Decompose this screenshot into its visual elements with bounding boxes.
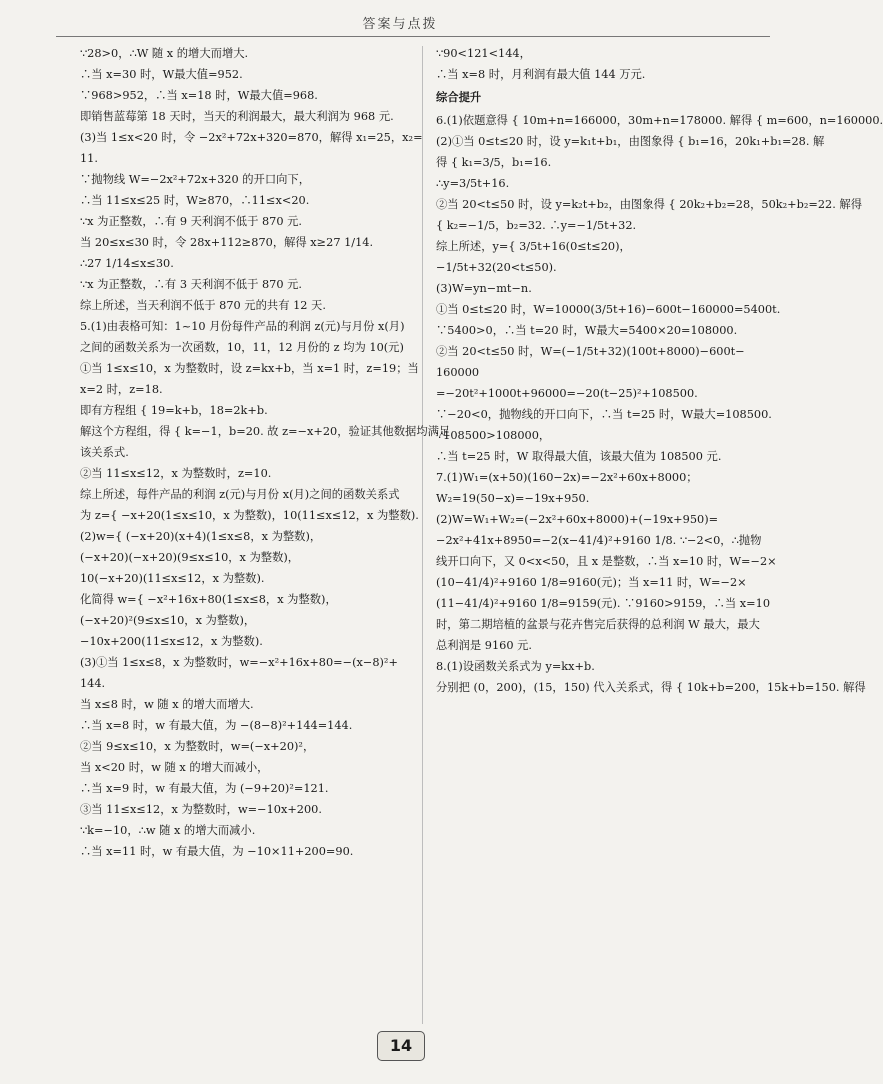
text-line: ∵−20<0，抛物线的开口向下，∴当 t=25 时，W最大=108500. xyxy=(436,408,772,421)
right-column xyxy=(436,46,883,1024)
text-line: (10−41/4)²+9160 1/8=9160(元)；当 x=11 时，W=−2× xyxy=(436,576,747,589)
text-line: (2)w={ (−x+20)(x+4)(1≤x≤8，x 为整数)， xyxy=(80,530,322,543)
text-line: 综上所述，当天利润不低于 870 元的共有 12 天. xyxy=(80,299,326,312)
text-line: ∵5400>0，∴当 t=20 时，W最大=5400×20=108000. xyxy=(436,324,738,337)
text-line: −1/5t+32(20<t≤50). xyxy=(436,261,557,274)
page-header xyxy=(0,0,800,40)
column-divider xyxy=(422,46,423,1024)
text-line: 11. xyxy=(80,152,98,165)
text-line: ②当 20<t≤50 时，W=(−1/5t+32)(100t+8000)−600t− xyxy=(436,345,745,358)
text-line: ∴当 t=25 时，W 取得最大值，该最大值为 108500 元. xyxy=(436,450,722,463)
text-line: ①当 0≤t≤20 时，W=10000(3/5t+16)−600t−160000=5400t. xyxy=(436,303,781,316)
text-line: =−20t²+1000t+96000=−20(t−25)²+108500. xyxy=(436,387,698,400)
text-line: ∵x 为正整数，∴有 9 天利润不低于 870 元. xyxy=(80,215,303,228)
page-number: 14 xyxy=(377,1031,425,1061)
header-title: 答案与点拨 xyxy=(362,17,438,32)
left-column xyxy=(80,46,451,1024)
text-line: ∴当 x=9 时，w 有最大值，为 (−9+20)²=121. xyxy=(80,782,329,795)
text-line: 综上所述，y={ 3/5t+16(0≤t≤20)， xyxy=(436,240,631,253)
text-line: ∴y=3/5t+16. xyxy=(436,177,510,190)
text-line: { k₂=−1/5，b₂=32. ∴y=−1/5t+32. xyxy=(436,219,637,232)
text-line: W₂=19(50−x)=−19x+950. xyxy=(436,492,590,505)
text-line: ∴当 x=11 时，w 有最大值，为 −10×11+200=90. xyxy=(80,845,354,858)
text-line: (−x+20)(−x+20)(9≤x≤10，x 为整数)， xyxy=(80,551,300,564)
text-line: 总利润是 9160 元. xyxy=(436,639,533,652)
text-line: ∵x 为正整数，∴有 3 天利润不低于 870 元. xyxy=(80,278,303,291)
text-line: 解这个方程组，得 { k=−1，b=20. 故 z=−x+20，验证其他数据均满足 xyxy=(80,425,451,438)
text-line: −2x²+41x+8950=−2(x−41/4)²+9160 1/8. ∵−2<0，∴抛物 xyxy=(436,534,762,547)
text-line: ∵108500>108000， xyxy=(436,429,551,442)
text-line: ②当 9≤x≤10，x 为整数时，w=(−x+20)²， xyxy=(80,740,315,753)
text-line: 为 z={ −x+20(1≤x≤10，x 为整数)，10(11≤x≤12，x 为整数). xyxy=(80,509,419,522)
text-line: ∵90<121<144， xyxy=(436,47,531,60)
text-line: ∵抛物线 W=−2x²+72x+320 的开口向下， xyxy=(80,173,311,186)
text-line: 7.(1)W₁=(x+50)(160−2x)=−2x²+60x+8000； xyxy=(436,471,698,484)
text-line: 时，第二期培植的盆景与花卉售完后获得的总利润 W 最大，最大 xyxy=(436,618,760,631)
text-line: x=2 时，z=18. xyxy=(80,383,163,396)
text-line: 得 { k₁=3/5，b₁=16. xyxy=(436,156,552,169)
section-heading: 综合提升 xyxy=(436,91,482,104)
text-line: ∴当 x=8 时，月利润有最大值 144 万元. xyxy=(436,68,646,81)
text-line: 线开口向下，又 0<x<50，且 x 是整数，∴当 x=10 时，W=−2× xyxy=(436,555,777,568)
text-line: 即有方程组 { 19=k+b，18=2k+b. xyxy=(80,404,268,417)
text-line: ②当 11≤x≤12，x 为整数时，z=10. xyxy=(80,467,272,480)
text-line: ①当 1≤x≤10，x 为整数时，设 z=kx+b，当 x=1 时，z=19；当 xyxy=(80,362,419,375)
text-line: ③当 11≤x≤12，x 为整数时，w=−10x+200. xyxy=(80,803,322,816)
text-line: (3)①当 1≤x≤8，x 为整数时，w=−x²+16x+80=−(x−8)²+ xyxy=(80,656,398,669)
text-line: ∴当 x=30 时，W最大值=952. xyxy=(80,68,243,81)
text-line: 160000 xyxy=(436,366,480,379)
text-line: (3)当 1≤x<20 时，令 −2x²+72x+320=870，解得 x₁=25，x₂= xyxy=(80,131,423,144)
text-line: ∵968>952，∴当 x=18 时，W最大值=968. xyxy=(80,89,318,102)
text-line: ∴27 1/14≤x≤30. xyxy=(80,257,174,270)
text-line: 即销售蓝莓第 18 天时，当天的利润最大，最大利润为 968 元. xyxy=(80,110,394,123)
text-line: (2)①当 0≤t≤20 时，设 y=k₁t+b₁，由图象得 { b₁=16，20k₁+b₁=28. 解 xyxy=(436,135,825,148)
header-rule xyxy=(56,36,770,37)
text-line: 之间的函数关系为一次函数，10，11，12 月份的 z 均为 10(元) xyxy=(80,341,404,354)
text-line: (3)W=yn−mt−n. xyxy=(436,282,532,295)
text-line: ∴当 11≤x≤25 时，W≥870，∴11≤x<20. xyxy=(80,194,310,207)
text-line: ∵28>0，∴W 随 x 的增大而增大. xyxy=(80,47,249,60)
text-line: 综上所述，每件产品的利润 z(元)与月份 x(月)之间的函数关系式 xyxy=(80,488,400,501)
text-line: 当 x<20 时，w 随 x 的增大而减小， xyxy=(80,761,269,774)
text-line: 该关系式. xyxy=(80,446,129,459)
text-line: 当 x≤8 时，w 随 x 的增大而增大. xyxy=(80,698,254,711)
text-line: 8.(1)设函数关系式为 y=kx+b. xyxy=(436,660,595,673)
text-line: (−x+20)²(9≤x≤10，x 为整数)， xyxy=(80,614,256,627)
text-line: 分别把 (0，200)，(15，150) 代入关系式，得 { 10k+b=200，15k+b=150. 解得 xyxy=(436,681,866,694)
text-line: (2)W=W₁+W₂=(−2x²+60x+8000)+(−19x+950)= xyxy=(436,513,719,526)
text-line: −10x+200(11≤x≤12，x 为整数). xyxy=(80,635,263,648)
text-line: ∵k=−10，∴w 随 x 的增大而减小. xyxy=(80,824,256,837)
text-line: 10(−x+20)(11≤x≤12，x 为整数). xyxy=(80,572,265,585)
text-line: 5.(1)由表格可知：1~10 月份每件产品的利润 z(元)与月份 x(月) xyxy=(80,320,405,333)
text-line: 当 20≤x≤30 时，令 28x+112≥870，解得 x≥27 1/14. xyxy=(80,236,374,249)
text-line: 化简得 w={ −x²+16x+80(1≤x≤8，x 为整数)， xyxy=(80,593,337,606)
text-line: (11−41/4)²+9160 1/8=9159(元). ∵9160>9159，∴当 x=10 xyxy=(436,597,771,610)
text-line: ∴当 x=8 时，w 有最大值，为 −(8−8)²+144=144. xyxy=(80,719,353,732)
text-line: 6.(1)依题意得 { 10m+n=166000，30m+n=178000. 解得 { m=600，n=160000. xyxy=(436,114,883,127)
text-line: ②当 20<t≤50 时，设 y=k₂t+b₂，由图象得 { 20k₂+b₂=28，50k₂+b₂=22. 解得 xyxy=(436,198,863,211)
text-line: 144. xyxy=(80,677,106,690)
